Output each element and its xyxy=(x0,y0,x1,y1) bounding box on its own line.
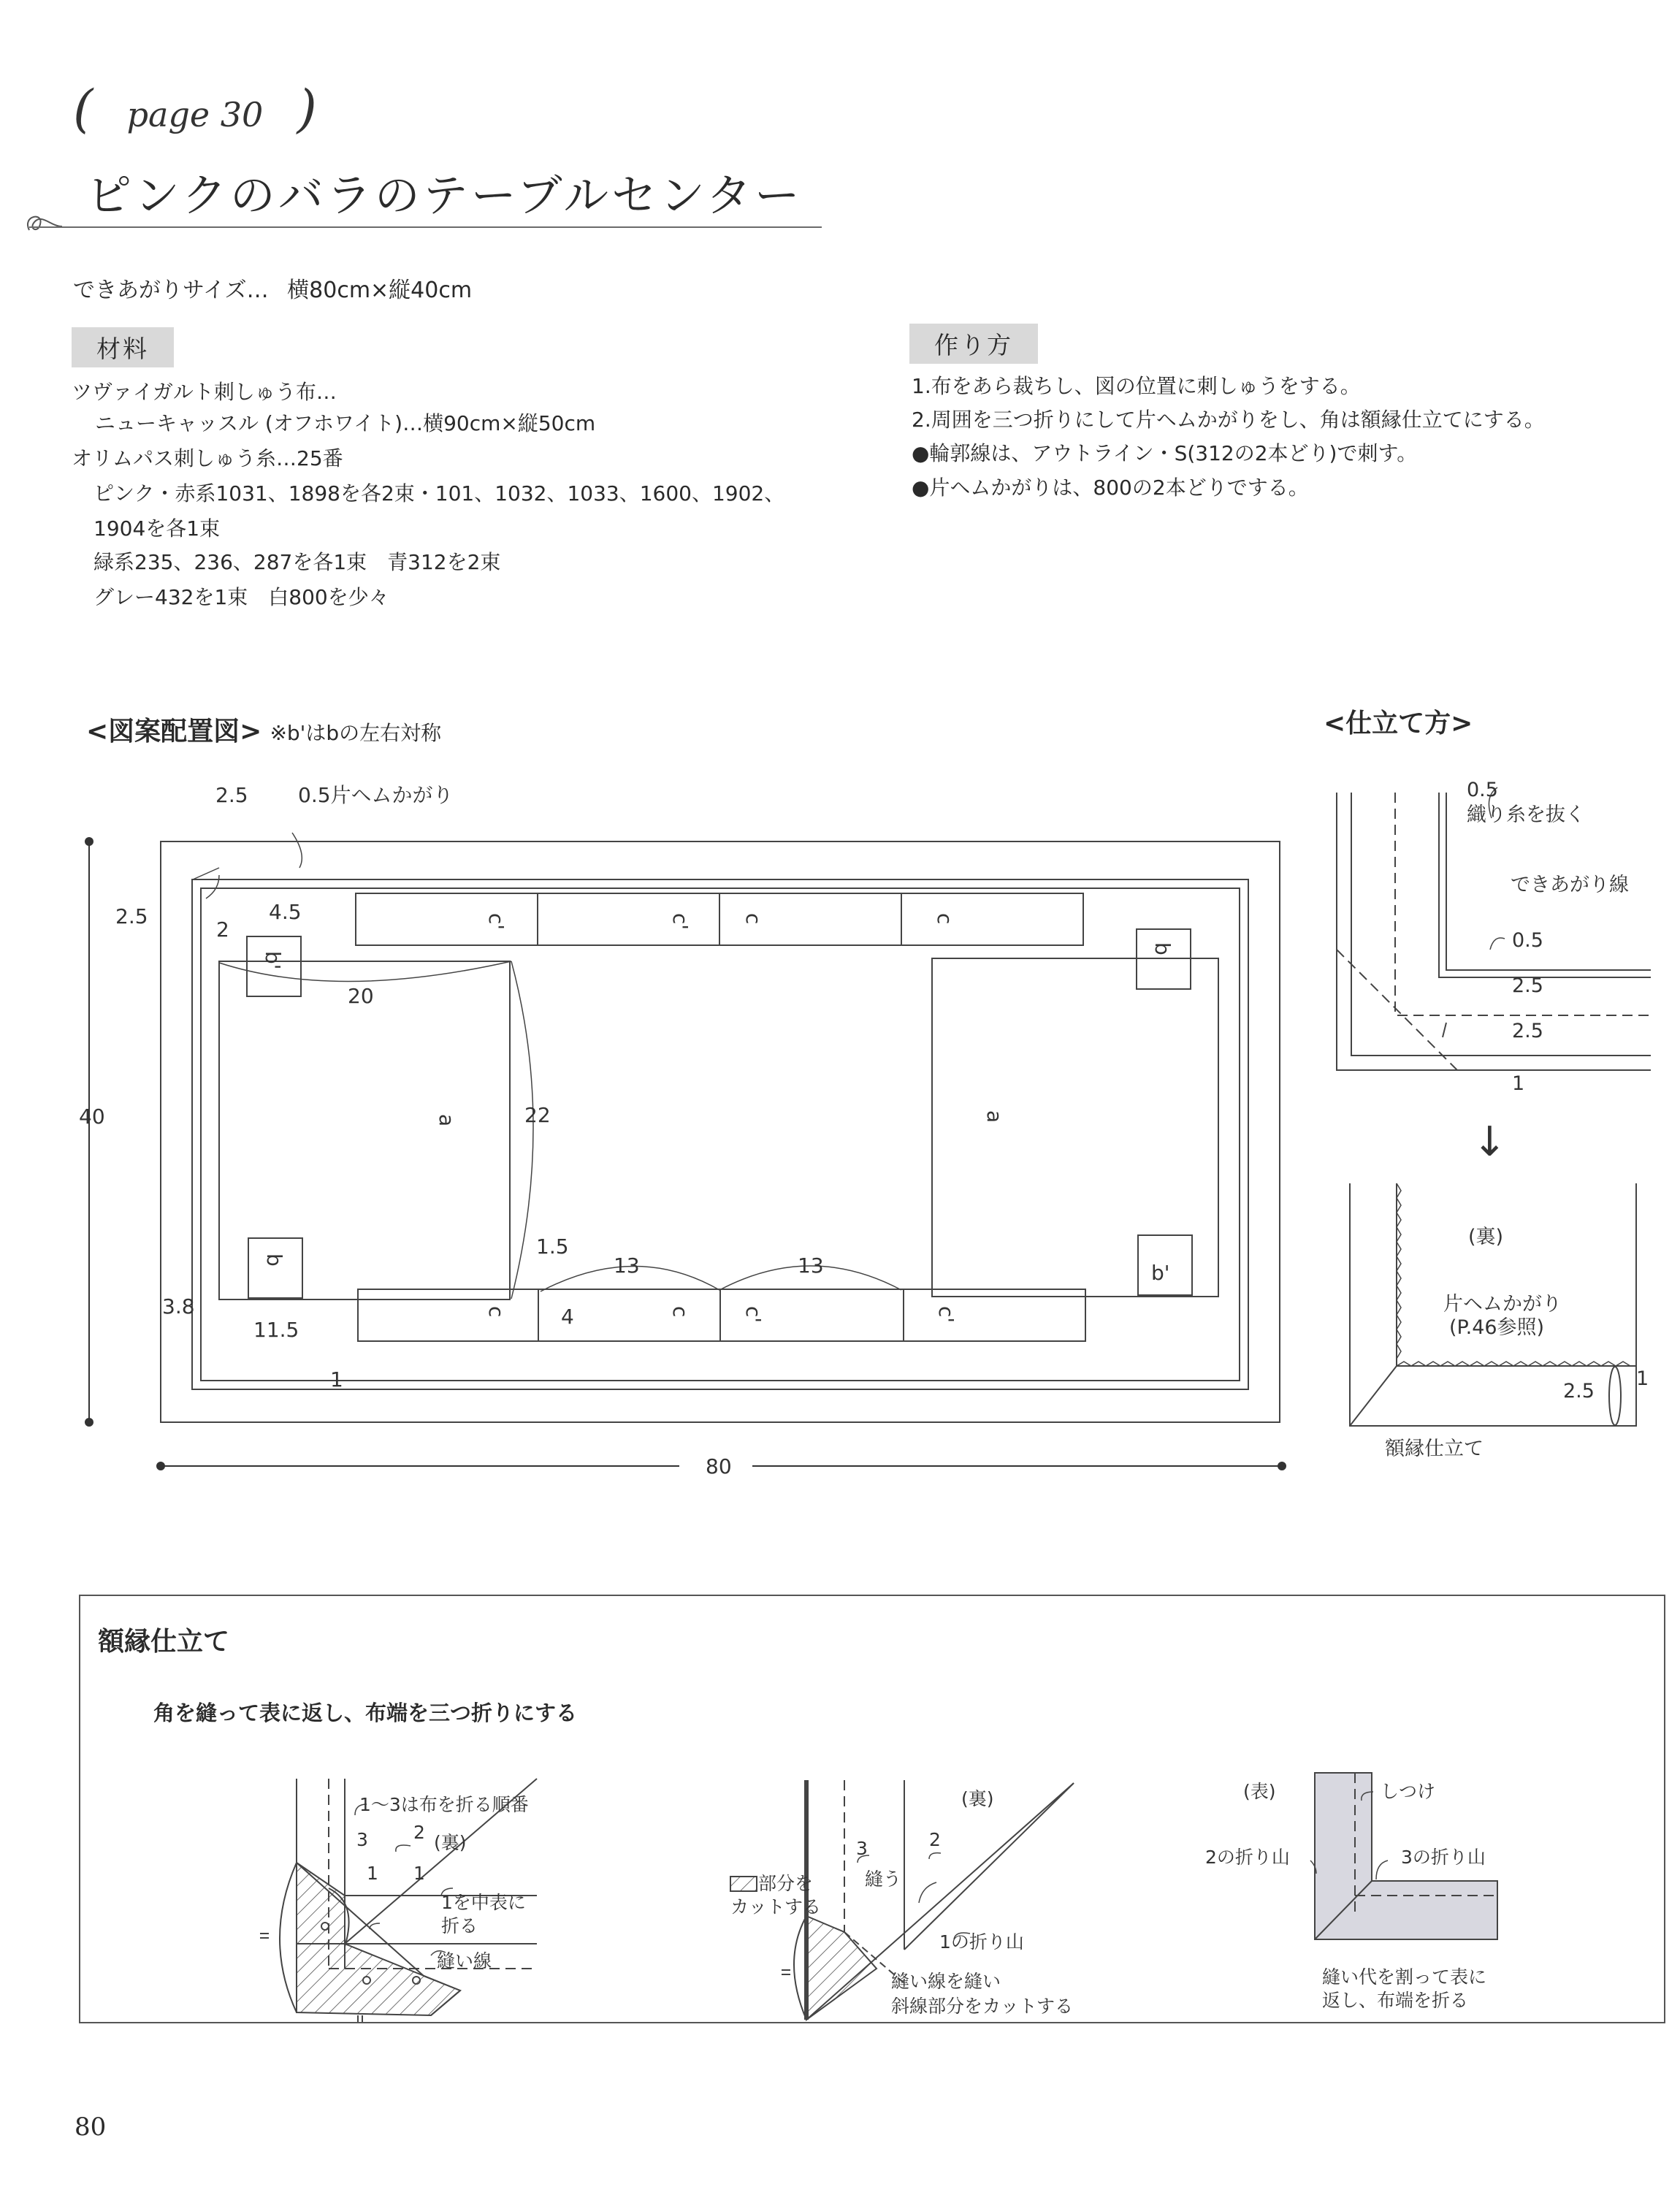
down-arrow-icon: ↓ xyxy=(1473,1118,1507,1166)
motif-b-bottom xyxy=(248,1238,302,1298)
fig2-sew: 縫う xyxy=(865,1869,902,1890)
finishing-heading: <仕立て方> xyxy=(1324,709,1473,738)
fin-mitered-label: 額縁仕立て xyxy=(1385,1438,1484,1460)
label-c-prime: c' xyxy=(668,913,692,931)
fig1-order: 1〜3は布を折る順番 xyxy=(359,1794,529,1815)
fig1-n3: 3 xyxy=(356,1829,368,1850)
fig1-seam: 縫い線 xyxy=(437,1950,492,1972)
method-step: ●輪郭線は、アウトライン・S(312の2本どり)で刺す。 xyxy=(912,441,1418,465)
fig2-back: (裏) xyxy=(961,1788,994,1809)
method-step: 1.布をあら裁ちし、図の位置に刺しゅうをする。 xyxy=(912,374,1361,398)
page-reference xyxy=(73,79,317,139)
label-c-prime: c' xyxy=(934,1306,958,1324)
fin-dim-25b: 2.5 xyxy=(1512,1020,1543,1042)
dim-c-gap: 4 xyxy=(561,1305,574,1329)
fig1-fold-2: 折る xyxy=(441,1915,478,1936)
material-line: ピンク・赤系1031、1898を各2束・101、1032、1033、1600、1902、 xyxy=(93,481,785,505)
finishing-diagram xyxy=(1315,774,1665,1476)
layout-heading-text: <図案配置図> xyxy=(86,717,262,747)
fin-finished-line: できあがり線 xyxy=(1511,874,1629,896)
motif-a-right xyxy=(932,958,1218,1297)
fig2-cut-1: 部分を xyxy=(758,1873,814,1894)
fig2-sew-cut-2: 斜線部分をカットする xyxy=(891,1996,1074,2017)
fin-dim-05: 0.5 xyxy=(1512,929,1543,952)
label-b-top-right: b xyxy=(1150,942,1175,955)
label-b-prime-top: b' xyxy=(261,951,285,970)
fig2-sew-cut-1: 縫い線を縫い xyxy=(891,1971,1001,1992)
motif-a-left xyxy=(219,961,510,1299)
dim-a-width: 20 xyxy=(348,984,374,1008)
label-a-right: a xyxy=(982,1110,1007,1123)
fin-dim-25c: 2.5 xyxy=(1563,1380,1595,1402)
fin-back: (裏) xyxy=(1468,1226,1504,1248)
dim-inner: 1 xyxy=(330,1367,343,1392)
dim-gap: 1.5 xyxy=(536,1234,569,1259)
fig3-note-2: 返し、布端を折る xyxy=(1322,1990,1469,2011)
dim-b-left: 3.8 xyxy=(162,1294,195,1318)
dim-edge: 2 xyxy=(216,917,229,942)
fig2-n3: 3 xyxy=(856,1838,868,1859)
fig3-fold2: 2の折り山 xyxy=(1205,1847,1290,1868)
method-step: 2.周囲を三つ折りにして片ヘムかがりをし、角は額縁仕立てにする。 xyxy=(912,408,1545,432)
swirl-ornament-icon xyxy=(22,208,66,237)
paren-open: ( xyxy=(73,79,93,139)
fig1-back: (裏) xyxy=(434,1832,467,1853)
finished-size xyxy=(73,272,472,304)
panel-subtitle: 角を縫って表に返し、布端を三つ折りにする xyxy=(153,1701,578,1725)
mitered-figures xyxy=(80,1596,1664,2022)
dim-c-left: 11.5 xyxy=(253,1318,299,1342)
material-line: 緑系235、236、287を各1束 青312を2束 xyxy=(93,550,501,574)
label-c: c xyxy=(741,913,765,925)
label-c: c xyxy=(668,1306,692,1318)
page-ref-text: page 30 xyxy=(126,95,264,134)
paren-close: ) xyxy=(297,79,317,139)
fig1-n1b: 1 xyxy=(413,1863,425,1884)
dim-height: 40 xyxy=(79,1104,105,1129)
fin-dim-1: 1 xyxy=(1512,1072,1525,1095)
page-title: ピンクのバラのテーブルセンター xyxy=(86,169,803,222)
label-c: c xyxy=(933,913,957,925)
material-line: オリムパス刺しゅう糸…25番 xyxy=(72,446,343,470)
mitered-corner-panel xyxy=(79,1595,1665,2023)
panel-title: 額縁仕立て xyxy=(98,1627,230,1657)
fin-hem-ref: (P.46参照) xyxy=(1449,1316,1545,1339)
title-rule xyxy=(29,226,822,228)
finished-size-label: できあがりサイズ… xyxy=(73,278,269,303)
page-number: 80 xyxy=(75,2112,107,2142)
dim-c-width-2: 13 xyxy=(798,1253,824,1278)
method-step: ●片ヘムかがりは、800の2本どりでする。 xyxy=(912,476,1309,500)
fin-pull-thread: 織り糸を抜く xyxy=(1467,804,1585,826)
material-line: 1904を各1束 xyxy=(93,516,221,541)
label-c-prime: c' xyxy=(484,913,508,931)
method-tag: 作り方 xyxy=(909,324,1038,364)
fig2-fold1: 1の折り山 xyxy=(939,1931,1024,1953)
dim-b-offset: 4.5 xyxy=(269,900,302,924)
materials-tag: 材料 xyxy=(72,327,174,367)
fig3-front: (表) xyxy=(1243,1781,1276,1802)
fig1-fold-1: 1を中表に xyxy=(441,1892,526,1913)
dim-hem: 0.5片ヘムかがり xyxy=(298,783,454,807)
material-line: ニューキャッスル (オフホワイト)…横90cm×縦50cm xyxy=(95,411,596,435)
fin-dim-25a: 2.5 xyxy=(1512,974,1543,997)
dim-width: 80 xyxy=(706,1454,732,1478)
fig1-n2: 2 xyxy=(413,1822,425,1843)
dim-left-margin: 2.5 xyxy=(115,904,148,928)
layout-note: ※b'はbの左右対称 xyxy=(270,721,442,745)
layout-heading xyxy=(86,711,441,748)
label-c: c xyxy=(484,1306,508,1318)
label-a-left: a xyxy=(435,1114,459,1127)
fig3-baste: しつけ xyxy=(1381,1781,1436,1802)
material-line: グレー432を1束 白800を少々 xyxy=(93,585,389,609)
layout-diagram xyxy=(0,760,1315,1483)
dim-margin: 2.5 xyxy=(215,783,248,807)
fin-half: 0.5 xyxy=(1467,779,1498,801)
label-b-prime-right: b' xyxy=(1151,1261,1170,1285)
fig1-n1a: 1 xyxy=(367,1863,378,1884)
fig3-note-1: 縫い代を割って表に xyxy=(1322,1966,1487,1988)
fin-dim-1b: 1 xyxy=(1636,1367,1649,1390)
fig2-cut-2: カットする xyxy=(730,1896,822,1917)
label-c-prime: c' xyxy=(741,1306,765,1324)
finished-size-value: 横80cm×縦40cm xyxy=(287,278,473,303)
material-line: ツヴァイガルト刺しゅう布… xyxy=(72,380,337,404)
fig2-n2: 2 xyxy=(929,1829,941,1850)
fig3-fold3: 3の折り山 xyxy=(1401,1847,1486,1868)
dim-c-width-1: 13 xyxy=(614,1253,640,1278)
dim-a-height: 22 xyxy=(524,1103,551,1127)
label-b-bottom: b xyxy=(262,1253,286,1267)
fin-hem: 片ヘムかがり xyxy=(1443,1293,1562,1316)
